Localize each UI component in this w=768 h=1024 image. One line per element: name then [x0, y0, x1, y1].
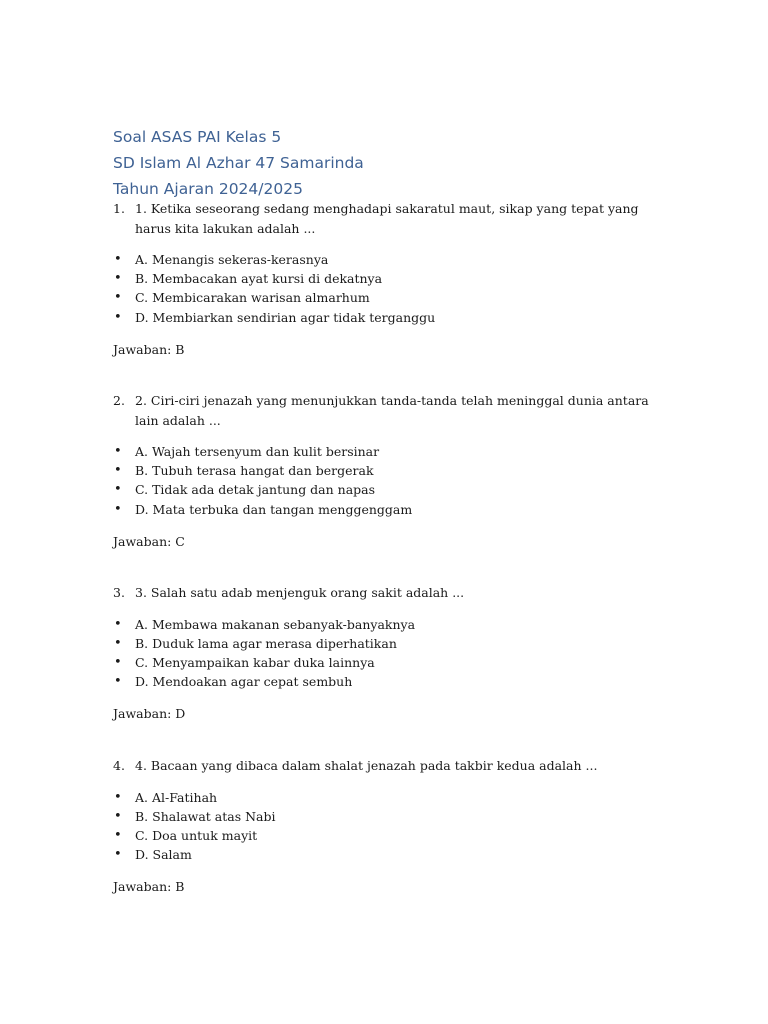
bullet-icon: • [114, 616, 122, 632]
option-b: • B. Membacakan ayat kursi di dekatnya [113, 269, 653, 288]
bullet-icon: • [114, 827, 122, 843]
options-list [113, 615, 653, 692]
question-1 [113, 199, 653, 359]
options-list [113, 788, 653, 865]
bullet-icon: • [114, 789, 122, 805]
option-b: • B. Shalawat atas Nabi [113, 807, 653, 826]
academic-year: Tahun Ajaran 2024/2025 [113, 180, 303, 198]
question-text [113, 391, 653, 430]
option-b: • B. Tubuh terasa hangat dan bergerak [113, 461, 653, 480]
option-d: • D. Mata terbuka dan tangan menggenggam [113, 500, 653, 519]
question-text [113, 583, 653, 603]
question-4 [113, 756, 653, 896]
question-3 [113, 583, 653, 723]
bullet-icon: • [114, 654, 122, 670]
option-c: • C. Membicarakan warisan almarhum [113, 288, 653, 307]
document-title: Soal ASAS PAI Kelas 5 [113, 128, 282, 146]
bullet-icon: • [114, 271, 122, 287]
bullet-icon: • [114, 674, 122, 690]
bullet-icon: • [114, 501, 122, 517]
options-list [113, 250, 653, 327]
question-text [113, 199, 653, 238]
option-d: • D. Mendoakan agar cepat sembuh [113, 672, 653, 691]
options-list [113, 442, 653, 519]
question-number: 1. [113, 201, 125, 216]
option-a: • A. Al-Fatihah [113, 788, 653, 807]
option-d: • D. Salam [113, 845, 653, 864]
bullet-icon: • [114, 482, 122, 498]
question-body: 4. Bacaan yang dibaca dalam shalat jenazah pada takbir kedua adalah ... [135, 758, 598, 773]
question-number: 3. [113, 585, 125, 600]
option-c: • C. Tidak ada detak jantung dan napas [113, 480, 653, 499]
answer-text: Jawaban: C [113, 533, 185, 549]
option-c: • C. Menyampaikan kabar duka lainnya [113, 653, 653, 672]
question-body: 3. Salah satu adab menjenguk orang sakit adalah ... [135, 585, 465, 600]
answer-text: Jawaban: B [113, 879, 185, 895]
answer-text: Jawaban: B [113, 341, 185, 357]
bullet-icon: • [114, 309, 122, 325]
option-c: • C. Doa untuk mayit [113, 826, 653, 845]
question-body: 1. Ketika seseorang sedang menghadapi sakaratul maut, sikap yang tepat yang harus kita lakukan adalah ... [135, 201, 639, 236]
question-text [113, 756, 653, 776]
bullet-icon: • [114, 808, 122, 824]
bullet-icon: • [114, 444, 122, 459]
bullet-icon: • [114, 463, 122, 479]
option-a: • A. Wajah tersenyum dan kulit bersinar [113, 442, 653, 461]
school-name: SD Islam Al Azhar 47 Samarinda [113, 154, 364, 172]
question-2 [113, 391, 653, 551]
bullet-icon: • [114, 252, 122, 267]
bullet-icon: • [114, 847, 122, 863]
option-a: • A. Membawa makanan sebanyak-banyaknya [113, 615, 653, 634]
bullet-icon: • [114, 290, 122, 306]
question-number: 2. [113, 393, 125, 408]
answer-text: Jawaban: D [113, 706, 186, 722]
question-number: 4. [113, 758, 125, 773]
question-body: 2. Ciri-ciri jenazah yang menunjukkan tanda-tanda telah meninggal dunia antara lain adalah ... [135, 393, 649, 428]
option-b: • B. Duduk lama agar merasa diperhatikan [113, 634, 653, 653]
bullet-icon: • [114, 635, 122, 651]
document-header [113, 124, 364, 202]
option-d: • D. Membiarkan sendirian agar tidak terganggu [113, 308, 653, 327]
option-a: • A. Menangis sekeras-kerasnya [113, 250, 653, 269]
